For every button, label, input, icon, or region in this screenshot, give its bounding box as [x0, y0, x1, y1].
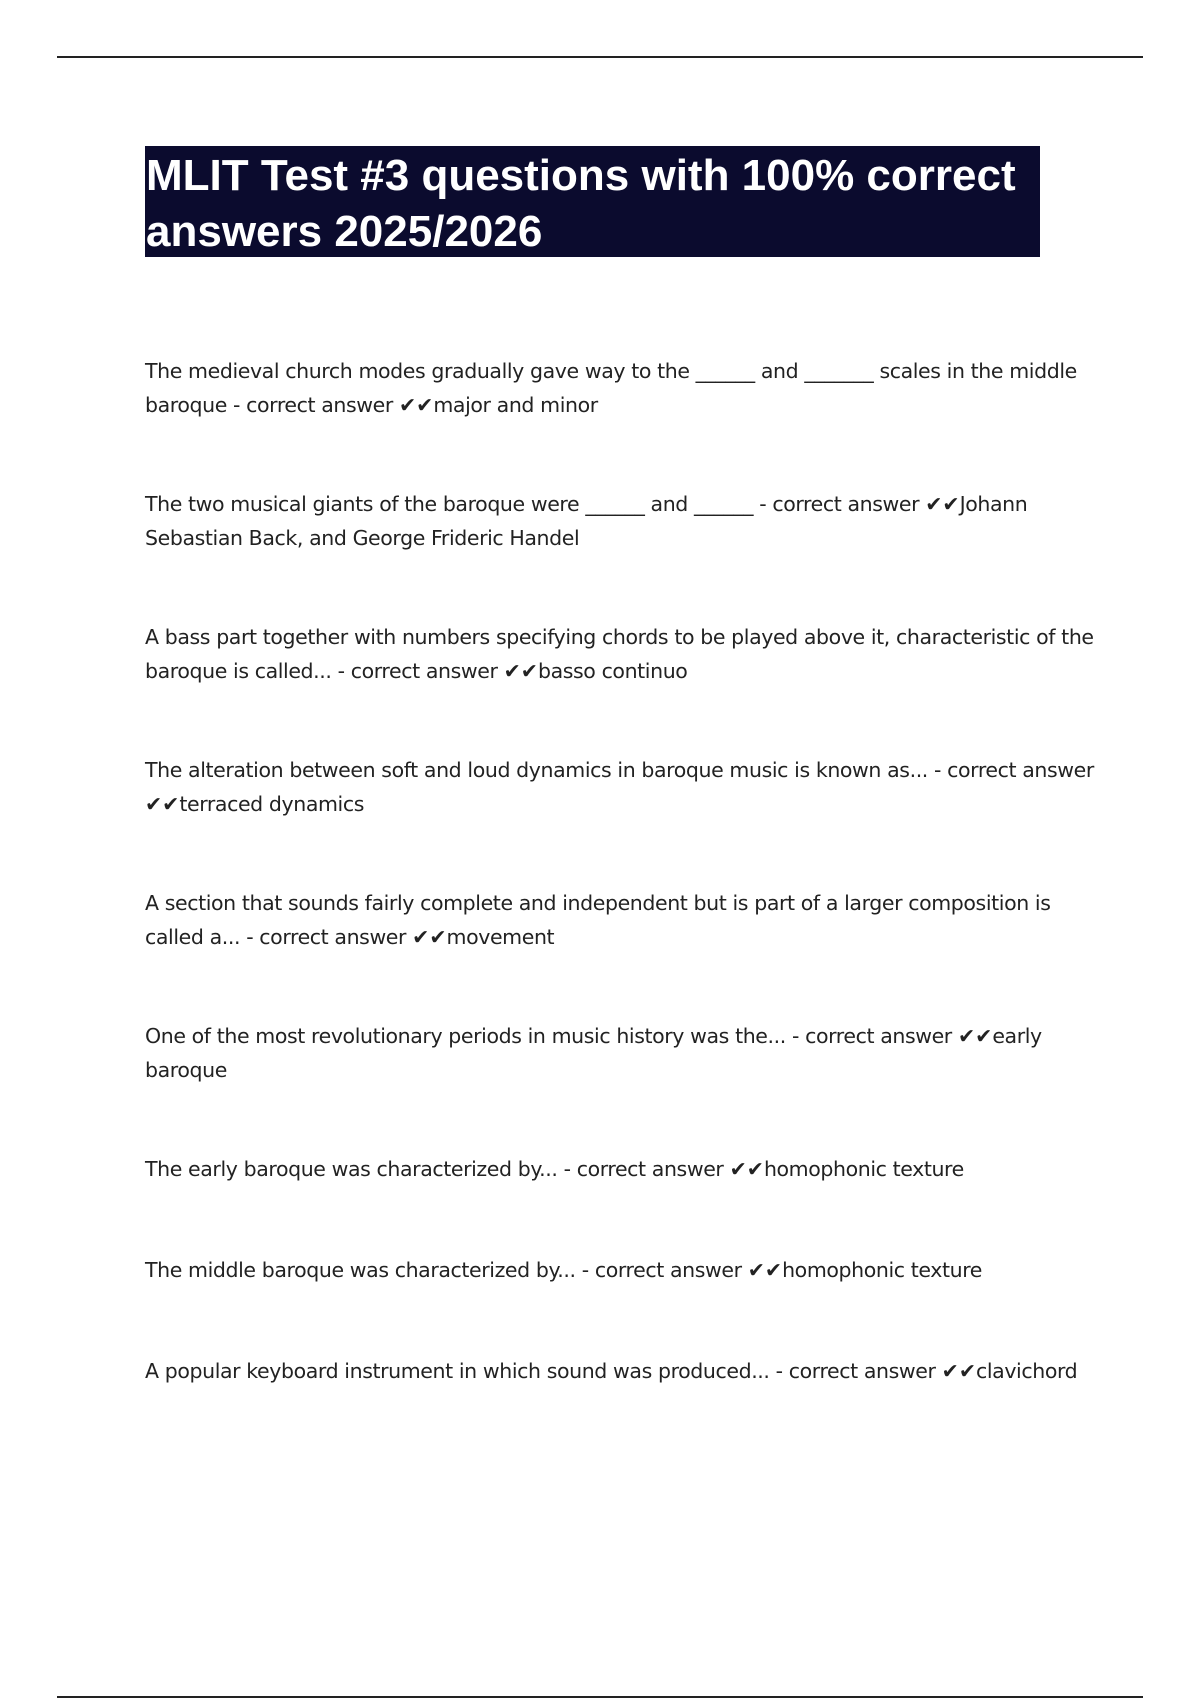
qa-item: [145, 1354, 1095, 1388]
qa-item: [145, 354, 1095, 422]
answer-text: terraced dynamics: [179, 792, 364, 816]
qa-list: [145, 354, 1095, 1455]
qa-item: [145, 886, 1095, 954]
double-check-icon: ✔✔: [747, 1258, 783, 1282]
question-text: One of the most revolutionary periods in music history was the... - correct answer: [145, 1024, 958, 1048]
title-banner: [145, 146, 1040, 257]
double-check-icon: ✔✔: [145, 792, 180, 816]
qa-item: [145, 1019, 1095, 1087]
top-rule: [57, 56, 1143, 58]
double-check-icon: ✔✔: [957, 1024, 993, 1048]
question-text: The middle baroque was characterized by... - correct answer: [145, 1258, 748, 1282]
answer-text: major and minor: [433, 393, 598, 417]
qa-item: [145, 620, 1095, 688]
qa-item: [145, 753, 1095, 821]
question-text: The medieval church modes gradually gave way to the ______ and _______ scales in the middle baroque - correct answer: [145, 359, 1077, 417]
double-check-icon: ✔✔: [925, 492, 960, 516]
answer-text: Johann Sebastian Back, and George Frideric Handel: [145, 492, 1028, 550]
question-text: A section that sounds fairly complete and independent but is part of a larger composition is called a... - correct answer: [145, 891, 1051, 949]
answer-text: basso continuo: [537, 659, 688, 683]
double-check-icon: ✔✔: [729, 1157, 764, 1181]
question-text: The alteration between soft and loud dynamics in baroque music is known as... - correct answer: [145, 758, 1094, 782]
answer-text: movement: [446, 925, 555, 949]
answer-text: homophonic texture: [763, 1157, 964, 1181]
answer-text: clavichord: [976, 1359, 1078, 1383]
bottom-rule: [57, 1696, 1143, 1698]
answer-text: early baroque: [145, 1024, 1042, 1082]
double-check-icon: ✔✔: [399, 393, 434, 417]
question-text: The early baroque was characterized by... - correct answer: [145, 1157, 730, 1181]
qa-item: [145, 487, 1095, 555]
double-check-icon: ✔✔: [412, 925, 447, 949]
double-check-icon: ✔✔: [503, 659, 538, 683]
question-text: The two musical giants of the baroque were ______ and ______ - correct answer: [145, 492, 926, 516]
question-text: A popular keyboard instrument in which sound was produced... - correct answer: [145, 1359, 942, 1383]
question-text: A bass part together with numbers specifying chords to be played above it, characteristic of the baroque is called... - correct answer: [145, 625, 1094, 683]
answer-text: homophonic texture: [782, 1258, 983, 1282]
double-check-icon: ✔✔: [941, 1359, 976, 1383]
qa-item: [145, 1253, 1095, 1287]
document-title: MLIT Test #3 questions with 100% correct answers 2025/2026: [146, 151, 1016, 256]
qa-item: [145, 1152, 1095, 1186]
